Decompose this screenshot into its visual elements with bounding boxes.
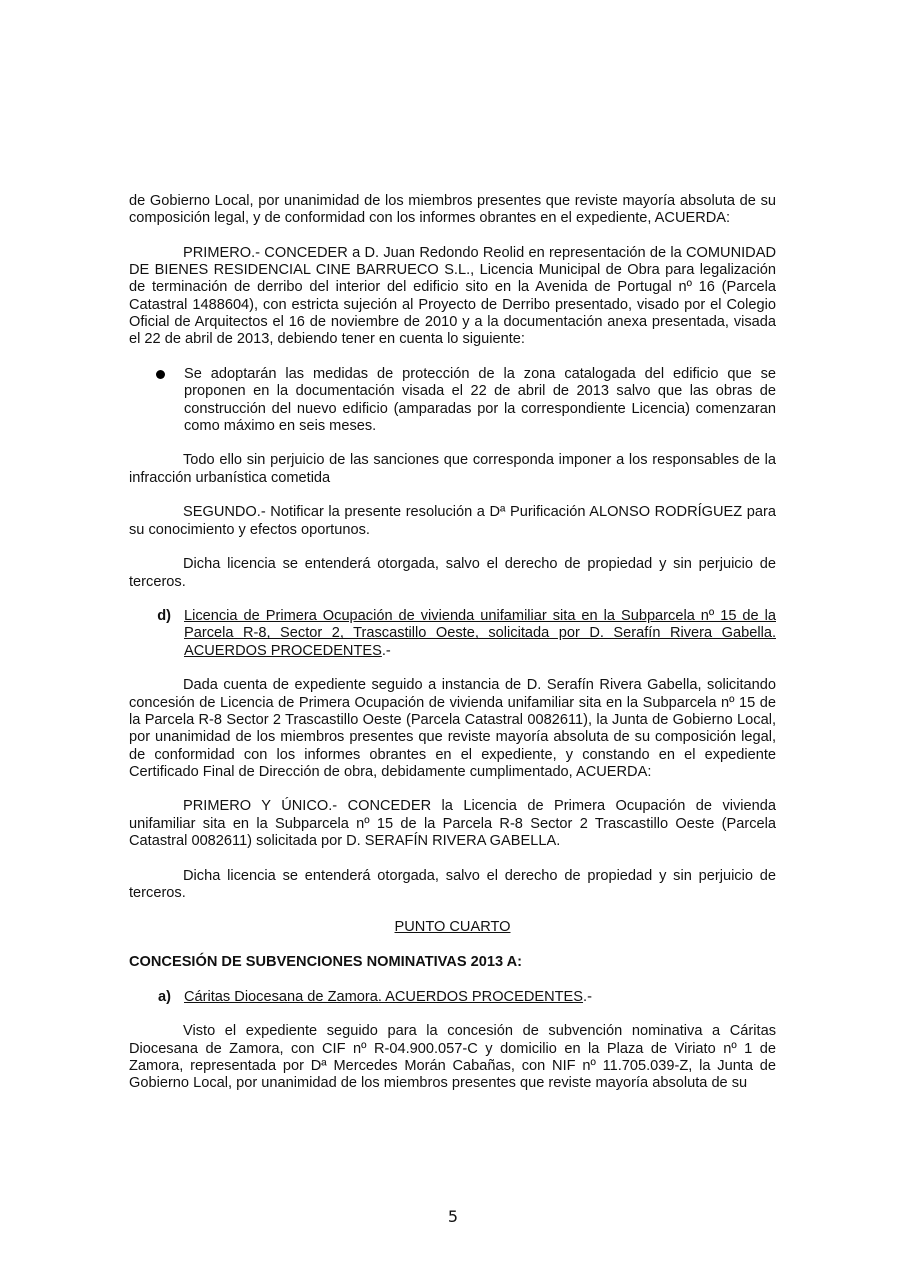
paragraph-primero: PRIMERO.- CONCEDER a D. Juan Redondo Reolid en representación de la COMUNIDAD DE BIENES RESIDENCIAL CINE BARRUECO S.L., Licencia Municipal de Obra para legalización de terminación de derribo del interior del edificio sito en la Avenida de Portugal nº 16 (Parcela Catastral 1488604), con estricta sujeción al Proyecto de Derribo presentado, visado por el Colegio Oficial de Arquitectos el 16 de noviembre de 2010 y a la documentación anexa presentada, visada el 22 de abril de 2013, debiendo tener en cuenta lo siguiente: [129,244,776,348]
item-a-title: Cáritas Diocesana de Zamora. ACUERDOS PROCEDENTES [184,988,584,1005]
item-letter: d) [157,608,171,625]
paragraph-licencia-2: Dicha licencia se entenderá otorgada, salvo el derecho de propiedad y sin perjuicio de terceros. [129,867,776,901]
page-number: 5 [447,1207,459,1226]
paragraph-sanciones: Todo ello sin perjuicio de las sanciones que corresponda imponer a los responsables de la infracción urbanística cometida [129,452,776,486]
paragraph-visto: Visto el expediente seguido para la concesión de subvención nominativa a Cáritas Diocesana de Zamora, con CIF nº R-04.900.057-C y domicilio en la Plaza de Viriato nº 1 de Zamora, representada por Dª Mercedes Morán Cabañas, con NIF nº 11.705.039-Z, la Junta de Gobierno Local, por unanimidad de los miembros presentes que reviste mayoría absoluta de su [129,1023,776,1092]
document-body [129,193,776,1092]
item-d-suffix: .- [381,642,391,659]
paragraph-intro: de Gobierno Local, por unanimidad de los miembros presentes que reviste mayoría absoluta de su composición legal, y de conformidad con los informes obrantes en el expediente, ACUERDA: [129,193,776,227]
bullet-icon [156,370,165,379]
bullet-text: Se adoptarán las medidas de protección de la zona catalogada del edificio que se proponen en la documentación visada el 22 de abril de 2013 salvo que las obras de construcción del nuevo edificio (amparadas por la correspondiente Licencia) comenzaran como máximo en seis meses. [184,365,776,434]
section-heading: CONCESIÓN DE SUBVENCIONES NOMINATIVAS 2013 A: [129,954,523,971]
bullet-item [129,366,776,435]
paragraph-segundo: SEGUNDO.- Notificar la presente resolución a Dª Purificación ALONSO RODRÍGUEZ para su conocimiento y efectos oportunos. [129,504,776,538]
item-d-heading [129,608,776,660]
item-a-suffix: .- [583,988,592,1005]
paragraph-dada-cuenta: Dada cuenta de expediente seguido a instancia de D. Serafín Rivera Gabella, solicitando concesión de Licencia de Primera Ocupación de vivienda unifamiliar sita en la Subparcela nº 15 de la Parcela R-8 Sector 2 Trascastillo Oeste (Parcela Catastral 0082611), la Junta de Gobierno Local, por unanimidad de los miembros presentes que reviste mayoría absoluta de su composición legal, de conformidad con los informes obrantes en el expediente, y constando en el expediente Certificado Final de Dirección de obra, debidamente cumplimentado, ACUERDA: [129,677,776,780]
item-d-title: Licencia de Primera Ocupación de vivienda unifamiliar sita en la Subparcela nº 15 de la Parcela R-8, Sector 2, Trascastillo Oeste, solicitada por D. Serafín Rivera Gabella. ACUERDOS PROCEDENTES [184,608,776,659]
item-a-heading [129,989,776,1006]
paragraph-primero-unico: PRIMERO Y ÚNICO.- CONCEDER la Licencia de Primera Ocupación de vivienda unifamiliar sita en la Subparcela nº 15 de la Parcela R-8 Sector 2 Trascastillo Oeste (Parcela Catastral 0082611) solicitada por D. SERAFÍN RIVERA GABELLA. [129,798,776,849]
item-letter: a) [158,988,171,1005]
section-title: PUNTO CUARTO [394,919,511,936]
paragraph-licencia-1: Dicha licencia se entenderá otorgada, salvo el derecho de propiedad y sin perjuicio de terceros. [129,556,776,590]
